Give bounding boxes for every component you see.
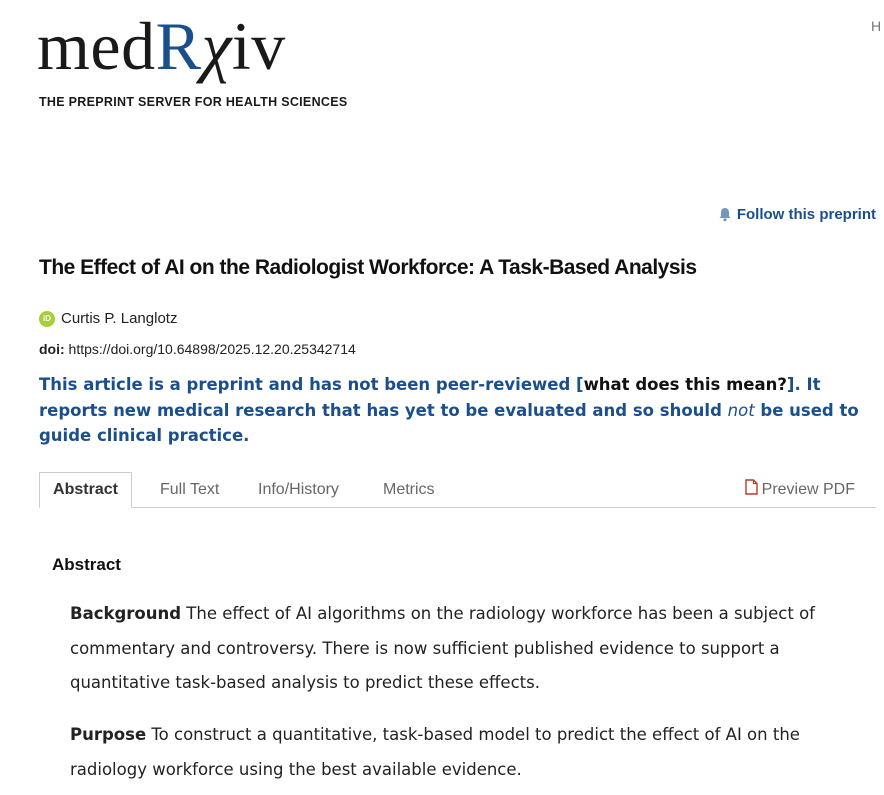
author-name[interactable]: Curtis P. Langlotz xyxy=(61,310,178,327)
logo-med: med xyxy=(37,8,156,84)
purpose-label: Purpose xyxy=(70,725,147,744)
preprint-notice xyxy=(39,372,869,449)
bell-icon xyxy=(718,207,732,222)
logo-wordmark xyxy=(37,8,286,84)
tab-full-text[interactable]: Full Text xyxy=(160,480,220,498)
logo-r: R xyxy=(155,8,202,84)
purpose-text: To construct a quantitative, task-based model to predict the effect of AI on the radiology workforce using the best available evidence. xyxy=(70,725,800,779)
doi-line xyxy=(39,341,356,357)
doi-link[interactable]: https://doi.org/10.64898/2025.12.20.25342714 xyxy=(68,341,356,357)
background-label: Background xyxy=(70,604,182,623)
notice-text-2: ]. It reports new medical research that has yet to be evaluated and so should xyxy=(39,375,821,420)
tab-metrics[interactable]: Metrics xyxy=(383,480,435,498)
preview-pdf-link[interactable] xyxy=(745,472,855,507)
article-tabs xyxy=(39,472,876,508)
medrxiv-logo[interactable] xyxy=(37,8,348,109)
orcid-icon[interactable]: iD xyxy=(39,311,55,327)
tab-info-history[interactable]: Info/History xyxy=(258,480,339,498)
abstract-heading: Abstract xyxy=(52,555,121,574)
abstract-purpose xyxy=(70,718,860,787)
background-text: The effect of AI algorithms on the radiology workforce has been a subject of commentary and controversy. There is now sufficient published evidence to support a quantitative task-based analysis to predict these effects. xyxy=(70,604,815,692)
pdf-file-icon xyxy=(745,479,758,500)
notice-text-1: This article is a preprint and has not been peer-reviewed [ xyxy=(39,375,584,394)
abstract-background xyxy=(70,597,860,701)
notice-emphasis: not xyxy=(727,400,755,420)
follow-preprint-link[interactable] xyxy=(718,206,876,223)
notice-text-3: be used to guide clinical practice. xyxy=(39,400,859,445)
logo-tagline: THE PREPRINT SERVER FOR HEALTH SCIENCES xyxy=(39,95,348,109)
follow-label: Follow this preprint xyxy=(736,206,876,223)
preview-pdf-label: Preview PDF xyxy=(761,480,855,498)
what-does-this-mean-link[interactable]: what does this mean? xyxy=(583,375,787,394)
doi-label: doi: xyxy=(39,341,65,357)
author-line xyxy=(39,310,177,327)
logo-chi: χ xyxy=(201,8,232,84)
logo-iv: iv xyxy=(231,8,286,84)
header-corner-text: H xyxy=(871,18,882,34)
tab-abstract[interactable]: Abstract xyxy=(39,472,132,508)
article-title: The Effect of AI on the Radiologist Workforce: A Task-Based Analysis xyxy=(39,256,697,279)
